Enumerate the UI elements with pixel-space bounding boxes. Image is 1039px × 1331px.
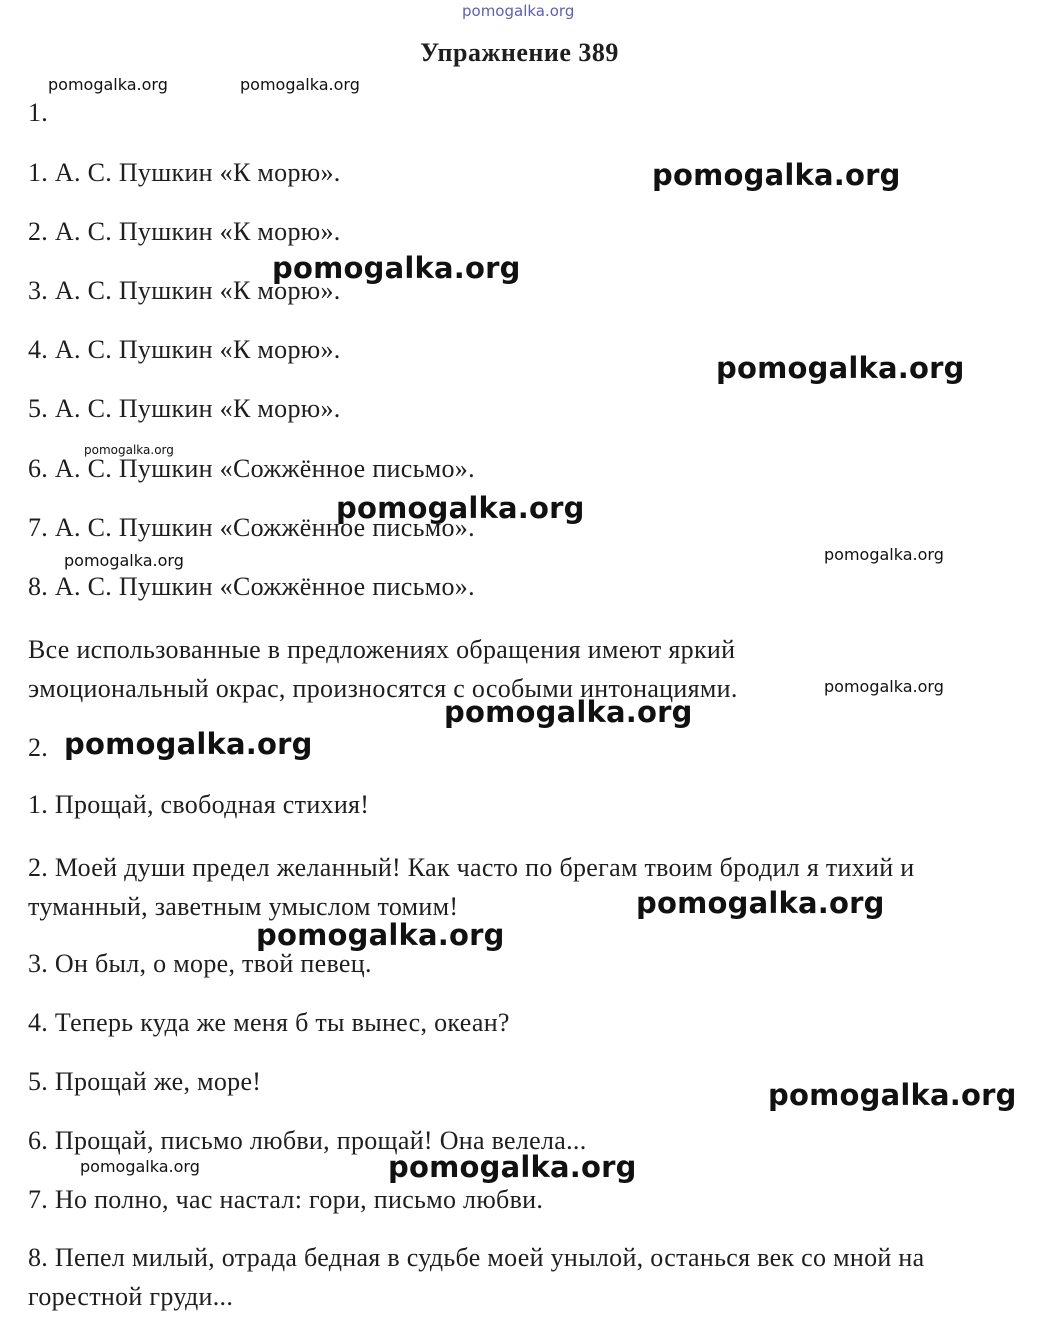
list-item: 4. Теперь куда же меня б ты вынес, океан? <box>28 1008 510 1037</box>
watermark: pomogalka.org <box>652 158 901 192</box>
list-item: 1. Прощай, свободная стихия! <box>28 790 370 819</box>
watermark: pomogalka.org <box>64 551 184 570</box>
section-2-number: 2. <box>28 733 49 762</box>
watermark: pomogalka.org <box>824 545 944 564</box>
watermark: pomogalka.org <box>84 443 174 457</box>
watermark: pomogalka.org <box>636 886 885 920</box>
watermark: pomogalka.org <box>240 75 360 94</box>
list-item: 2. А. С. Пушкин «К морю». <box>28 217 341 246</box>
list-item: 5. Прощай же, море! <box>28 1067 262 1096</box>
page-title: Упражнение 389 <box>420 38 619 67</box>
list-item: 4. А. С. Пушкин «К морю». <box>28 335 341 364</box>
list-item: 1. А. С. Пушкин «К морю». <box>28 158 341 187</box>
list-item: 7. А. С. Пушкин «Сожжённое письмо». <box>28 513 475 542</box>
watermark: pomogalka.org <box>80 1157 200 1176</box>
watermark: pomogalka.org <box>824 677 944 696</box>
watermark: pomogalka.org <box>336 491 585 525</box>
watermark: pomogalka.org <box>444 695 693 729</box>
list-item: 6. А. С. Пушкин «Сожжённое письмо». <box>28 454 475 483</box>
list-item: 8. Пепел милый, отрада бедная в судьбе моей унылой, останься век со мной на горестной груди... <box>28 1243 925 1311</box>
list-item: 6. Прощай, письмо любви, прощай! Она велела... <box>28 1126 587 1155</box>
watermark: pomogalka.org <box>388 1150 637 1184</box>
watermark: pomogalka.org <box>272 251 521 285</box>
list-item: 2. Моей души предел желанный! Как часто по брегам твоим бродил я тихий и туманный, заветным умыслом томим! <box>28 853 915 921</box>
watermark: pomogalka.org <box>256 918 505 952</box>
list-item: 3. А. С. Пушкин «К морю». <box>28 276 341 305</box>
watermark: pomogalka.org <box>48 75 168 94</box>
list-item: 3. Он был, о море, твой певец. <box>28 949 372 978</box>
section-1-number: 1. <box>28 98 49 127</box>
conclusion-paragraph: Все использованные в предложениях обращения имеют яркий эмоциональный окрас, произносятся с особыми интонациями. <box>28 635 738 703</box>
list-item: 7. Но полно, час настал: гори, письмо любви. <box>28 1185 544 1214</box>
watermark: pomogalka.org <box>716 351 965 385</box>
watermark: pomogalka.org <box>64 727 313 761</box>
list-item: 8. А. С. Пушкин «Сожжённое письмо». <box>28 572 475 601</box>
list-item: 5. А. С. Пушкин «К морю». <box>28 394 341 423</box>
top-watermark: pomogalka.org <box>462 2 575 20</box>
watermark: pomogalka.org <box>768 1078 1017 1112</box>
